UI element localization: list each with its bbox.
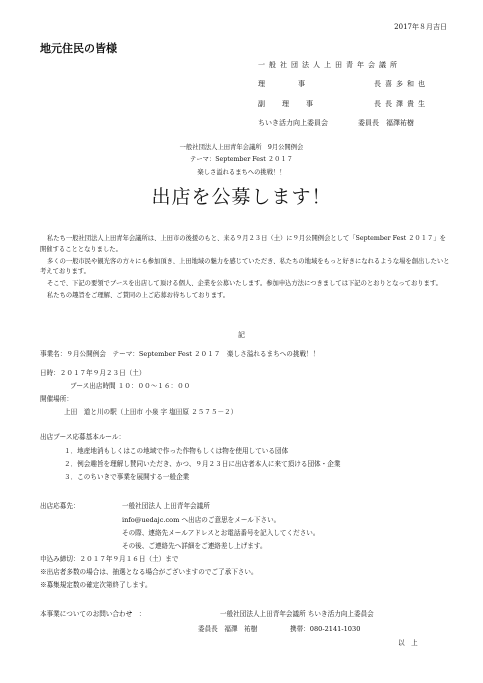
application-instruction: その後、ご連絡先へ詳細をご連絡差し上げます。 xyxy=(122,542,267,550)
ki-heading: 記 xyxy=(238,331,245,339)
sender-row-committee xyxy=(258,118,448,128)
body-paragraph: 多くの一般市民や観光客の方々にも参加頂き、上田地域の魅力を感じていただき、私たちの地域をもっと好きになれるような場を創出したいと考えております。 xyxy=(40,257,450,275)
rule-item: ２．例会趣旨を理解し賛同いただき、かつ、９月２３日に出店者本人に来て頂ける団体・企業 xyxy=(64,460,341,468)
application-org: 一般社団法人 上田青年会議所 xyxy=(122,502,210,510)
intro-line-2: テーマ：September Fest ２０１７ xyxy=(190,156,293,163)
rule-item: ３．このちいきで事業を展開する一般企業 xyxy=(64,473,190,481)
closing-mark: 以 上 xyxy=(398,639,418,647)
event-date: 日時：２０１７年９月２３日（土） xyxy=(40,369,146,377)
intro-line-3: 楽しさ溢れるまちへの挑戦！！ xyxy=(197,169,286,176)
rule-item: １．地産地消もしくはこの地域で作った作物もしくは物を使用している団体 xyxy=(64,447,289,455)
sender-title: 理 事 xyxy=(258,80,306,88)
contact-org: 一般社団法人上田青年会議所 ちいき活力向上委員会 xyxy=(220,610,374,618)
sender-title: ちいき活力向上委員会 xyxy=(258,119,328,127)
headline: 出店を公募します！ xyxy=(151,186,332,208)
contact-label: 本事業についてのお問い合わせ ： xyxy=(40,610,146,618)
venue-place: 上田 道と川の駅（上田市 小泉 字 塩田原 ２５７５－２） xyxy=(64,408,238,416)
application-email[interactable]: info@uedajc.com へ出店のご意思をメール下さい。 xyxy=(122,516,281,524)
sender-name: 長長澤貴生 xyxy=(374,100,429,108)
sender-row-director xyxy=(258,79,448,89)
sender-title: 副 理 事 xyxy=(258,100,314,108)
event-name: 事業名：９月公開例会 テーマ：September Fest ２０１７ 楽しさ溢れるまちへの挑戦！！ xyxy=(40,350,320,358)
issue-date: 2017年８月吉日 xyxy=(394,23,447,31)
sender-name: 長喜多和也 xyxy=(374,80,429,88)
body-paragraph: そこで、下記の要領でブースを出店して頂ける個人、企業を公募いたします。参加申込方法につきましては下記のとおりとなっております。 xyxy=(47,280,442,287)
sender-row-vice-director xyxy=(258,99,448,109)
application-deadline: 申込み締切：２０１７年９月１６日（土）まで xyxy=(40,555,179,563)
venue-label: 開催場所： xyxy=(40,395,73,403)
sender-organization: 一般社団法人上田青年会議所 xyxy=(258,61,401,69)
addressee: 地元住民の皆様 xyxy=(40,42,117,55)
application-note: ※出店者多数の場合は、抽選となる場合がございますのでご了承下さい。 xyxy=(40,568,258,576)
application-instruction: その際、連絡先メールアドレスとお電話番号を記入してください。 xyxy=(122,529,320,537)
body-text xyxy=(40,234,450,303)
contact-phone: 携帯：080-2141-1030 xyxy=(290,625,361,633)
application-label: 出店応募先： xyxy=(40,502,80,510)
booth-hours: ブース出店時間 １０：００～１６：００ xyxy=(70,382,191,390)
application-note: ※募集規定数の確定次第終了します。 xyxy=(40,581,152,589)
intro-line-1: 一般社団法人上田青年会議所 9月公開例会 xyxy=(179,144,304,151)
body-paragraph: 私たちの趣旨をご理解、ご賛同の上ご応募お待ちしております。 xyxy=(47,292,230,299)
rules-title: 出店ブース応募基本ルール： xyxy=(40,433,126,441)
contact-person: 委員長 福澤 祐樹 xyxy=(198,625,258,633)
sender-name: 委員長 福澤祐樹 xyxy=(358,119,414,127)
body-paragraph: 私たち一般社団法人上田青年会議所は、上田市の後援のもと、来る９月２３日（土）に９月公開例会として「September Fest ２０１７」を開催することとなりました。 xyxy=(40,235,446,253)
